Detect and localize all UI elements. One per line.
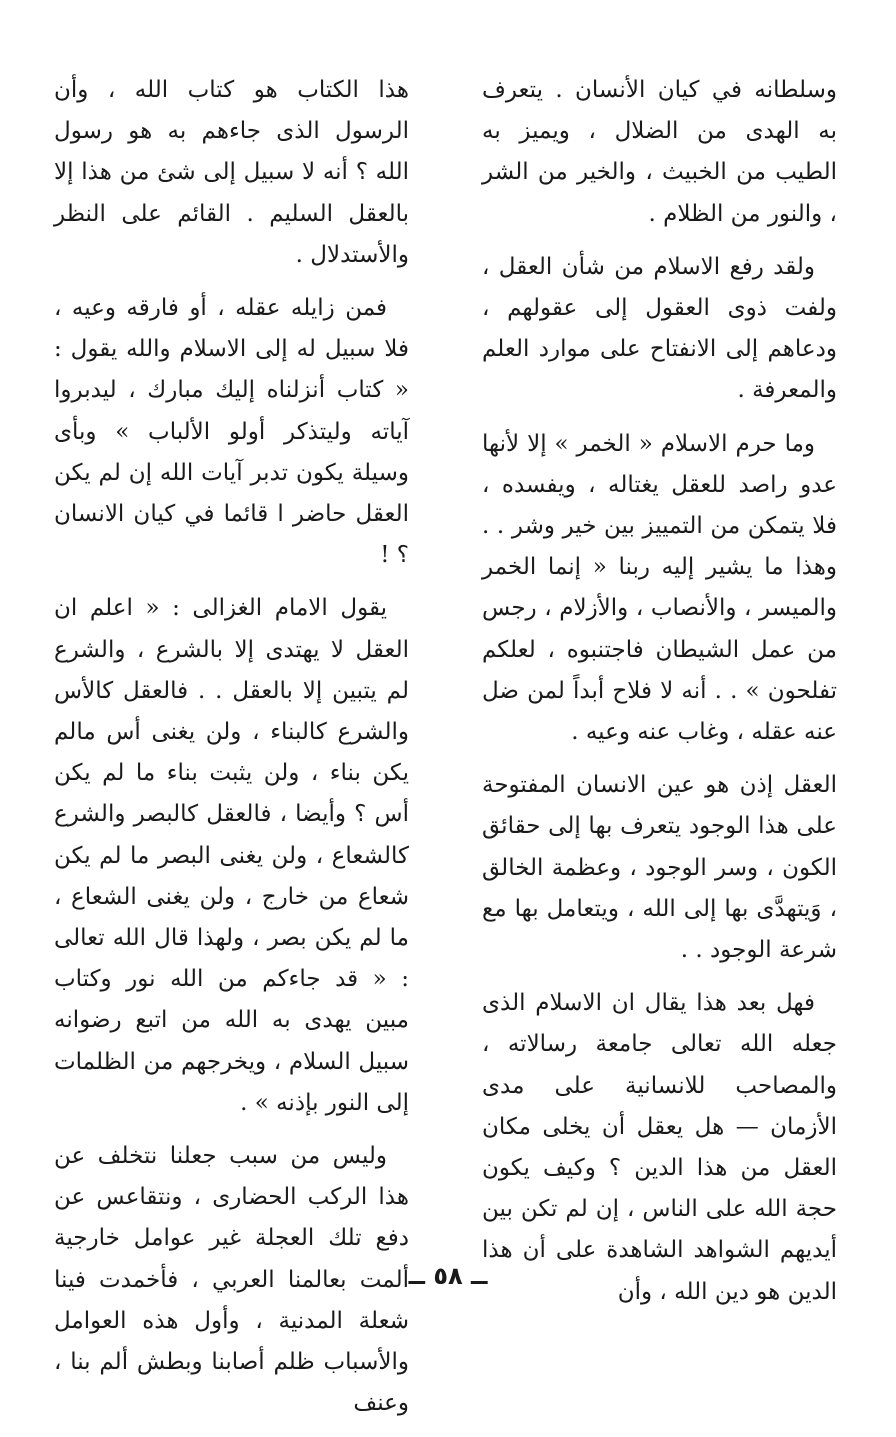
paragraph: العقل إذن هو عين الانسان المفتوحة على هذا الوجود يتعرف بها إلى حقائق الكون ، وسر الوجود ، وعظمة الخالق ، وَيتهدَّى بها إلى الله ، ويتعامل بها مع شرعة الوجود . .	[482, 772, 837, 964]
paragraph: فهل بعد هذا يقال ان الاسلام الذى جعله الله تعالى جامعة رسالاته ، والمصاحب للانسانية على مدى الأزمان — هل يعقل أن يخلى مكان العقل من هذا الدين ؟ وكيف يكون حجة الله على الناس ، إن لم تكن بين أيديهم الشواهد الشاهدة على أن هذا الدين هو دين الله ، وأن	[482, 990, 837, 1305]
page-number: ــ ٥٨ ــ	[408, 1262, 488, 1290]
paragraph: وسلطانه في كيان الأنسان . يتعرف به الهدى من الضلال ، ويميز به الطيب من الخبيث ، والخير من الشر ، والنور من الظلام .	[482, 77, 837, 227]
paragraph: وليس من سبب جعلنا نتخلف عن هذا الركب الحضارى ، ونتقاعس عن دفع تلك العجلة غير عوامل خارجية ألمت بعالمنا العربي ، فأخمدت فينا شعلة المدنية ، وأول هذه العوامل والأسباب ظلم أصابنا وبطش ألم بنا ، وعنف	[54, 1143, 409, 1417]
right-column	[482, 70, 837, 1325]
paragraph: فمن زايله عقله ، أو فارقه وعيه ، فلا سبيل له إلى الاسلام والله يقول : « كتاب أنزلناه إليك مبارك ، ليدبروا آياته وليتذكر أولو الألباب » وبأى وسيلة يكون تدبر آيات الله إن لم يكن العقل حاضر ا قائما في كيان الانسان ؟ !	[54, 295, 409, 569]
paragraph: ولقد رفع الاسلام من شأن العقل ، ولفت ذوى العقول إلى عقولهم ، ودعاهم إلى الانفتاح على موارد العلم والمعرفة .	[482, 253, 837, 404]
paragraph: هذا الكتاب هو كتاب الله ، وأن الرسول الذى جاءهم به هو رسول الله ؟ أنه لا سبيل إلى شئ من هذا إلا بالعقل السليم . القائم على النظر والأستدلال .	[54, 77, 409, 268]
paragraph: وما حرم الاسلام « الخمر » إلا لأنها عدو راصد للعقل يغتاله ، ويفسده ، فلا يتمكن من التمييز بين خير وشر . . وهذا ما يشير إليه ربنا « إنما الخمر والميسر ، والأنصاب ، والأزلام ، رجس من عمل الشيطان فاجتنبوه ، لعلكم تفلحون » . . أنه لا فلاح أبداً لمن ضل عنه عقله ، وغاب عنه وعيه .	[482, 430, 837, 746]
paragraph: يقول الامام الغزالى : « اعلم ان العقل لا يهتدى إلا بالشرع ، والشرع لم يتبين إلا بالعقل . . فالعقل كالأس والشرع كالبناء ، ولن يغنى أس مالم يكن بناء ، ولن يثبت بناء ما لم يكن أس ؟ وأيضا ، فالعقل كالبصر والشرع كالشعاع ، ولن يغنى البصر ما لم يكن شعاع من خارج ، ولن يغنى الشعاع ، ما لم يكن بصر ، ولهذا قال الله تعالى : « قد جاءكم من الله نور وكتاب مبين يهدى به الله من اتبع رضوانه سبيل السلام ، ويخرجهم من الظلمات إلى النور بإذنه » .	[54, 595, 409, 1116]
left-column	[54, 70, 409, 1437]
